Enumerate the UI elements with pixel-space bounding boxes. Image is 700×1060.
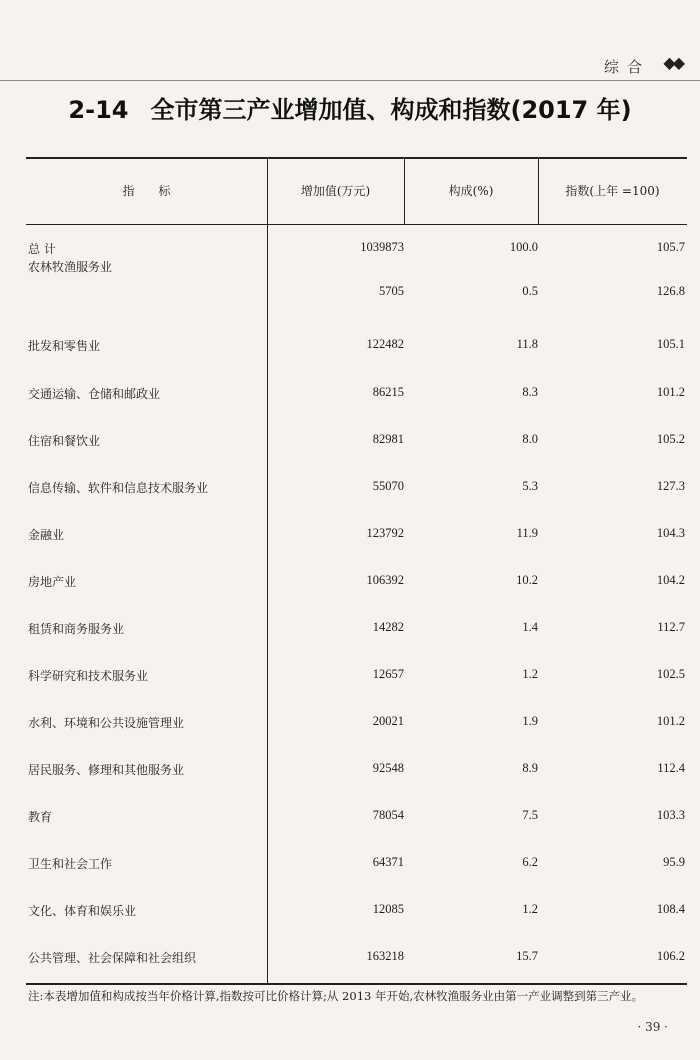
table-row [26, 337, 687, 357]
index-cell: 105.1 [656, 337, 685, 351]
value-cell: 106392 [366, 573, 404, 587]
row-label: 房地产业 [28, 575, 77, 589]
column-header-share: 构成(%) [448, 184, 494, 198]
value-cell: 78054 [372, 808, 404, 822]
row-label: 信息传输、软件和信息技术服务业 [28, 481, 209, 495]
index-cell: 103.3 [656, 808, 685, 822]
section-label: 综合 [603, 58, 650, 76]
value-cell: 123792 [366, 526, 404, 540]
row-label: 水利、环境和公共设施管理业 [28, 716, 185, 730]
row-label: 公共管理、社会保障和社会组织 [28, 951, 197, 965]
index-cell: 106.2 [656, 949, 685, 963]
column-header-value: 增加值(万元) [300, 184, 371, 198]
table-row [26, 667, 687, 687]
share-cell: 8.0 [522, 432, 538, 446]
table-row [26, 855, 687, 875]
index-cell: 104.3 [656, 526, 685, 540]
share-cell: 8.3 [522, 385, 538, 399]
value-cell: 1039873 [360, 240, 404, 254]
value-cell: 64371 [372, 855, 404, 869]
table-note: 注:本表增加值和构成按当年价格计算,指数按可比价格计算;从 2013 年开始,农林牧渔服务业由第一产业调整到第三产业。 [28, 989, 644, 1003]
table-row [26, 432, 687, 452]
index-cell: 105.2 [656, 432, 685, 446]
table-row [26, 526, 687, 546]
column-header-indicator: 指标 [122, 184, 195, 198]
share-cell: 1.9 [522, 714, 538, 728]
index-cell: 101.2 [656, 385, 685, 399]
row-label: 卫生和社会工作 [28, 857, 113, 871]
index-cell: 127.3 [656, 479, 685, 493]
table-row [26, 260, 687, 304]
value-cell: 55070 [372, 479, 404, 493]
row-label: 文化、体育和娱乐业 [28, 904, 137, 918]
index-cell: 126.8 [656, 284, 685, 298]
share-cell: 6.2 [522, 855, 538, 869]
share-cell: 1.2 [522, 902, 538, 916]
table-bottom-rule [26, 983, 687, 985]
value-cell: 122482 [366, 337, 404, 351]
row-label: 交通运输、仓储和邮政业 [28, 387, 161, 401]
share-cell: 5.3 [522, 479, 538, 493]
index-cell: 102.5 [656, 667, 685, 681]
share-cell: 8.9 [522, 761, 538, 775]
index-cell: 112.7 [657, 620, 685, 634]
header-rule [0, 80, 700, 81]
row-label: 住宿和餐饮业 [28, 434, 101, 448]
share-cell: 0.5 [522, 284, 538, 298]
row-label: 教育 [28, 810, 53, 824]
share-cell: 1.4 [522, 620, 538, 634]
column-header-index: 指数(上年 =100) [565, 184, 660, 198]
share-cell: 11.8 [516, 337, 538, 351]
index-cell: 105.7 [656, 240, 685, 254]
share-cell: 15.7 [516, 949, 538, 963]
row-label: 金融业 [28, 528, 65, 542]
diamond-icon: ◆◆ [663, 53, 682, 72]
table-row [26, 573, 687, 593]
share-cell: 1.2 [522, 667, 538, 681]
row-label: 总 计 [28, 242, 56, 256]
table-row [26, 808, 687, 828]
table-row [26, 902, 687, 922]
table-header-rule [26, 224, 687, 225]
share-cell: 7.5 [522, 808, 538, 822]
value-cell: 12085 [372, 902, 404, 916]
row-label: 租赁和商务服务业 [28, 622, 125, 636]
row-label: 居民服务、修理和其他服务业 [28, 763, 185, 777]
table-row [26, 479, 687, 499]
value-cell: 163218 [366, 949, 404, 963]
table-number: 2-14 [68, 96, 129, 124]
page-number: · 39 · [637, 1020, 668, 1034]
index-cell: 108.4 [656, 902, 685, 916]
share-cell: 11.9 [516, 526, 538, 540]
share-cell: 100.0 [509, 240, 538, 254]
share-cell: 10.2 [516, 573, 538, 587]
value-cell: 20021 [372, 714, 404, 728]
table-row [26, 714, 687, 734]
row-label: 科学研究和技术服务业 [28, 669, 149, 683]
index-cell: 101.2 [656, 714, 685, 728]
value-cell: 86215 [372, 385, 404, 399]
value-cell: 12657 [372, 667, 404, 681]
row-label: 农林牧渔服务业 [28, 260, 113, 274]
table-row [26, 385, 687, 405]
page-title [0, 90, 700, 125]
table-row [26, 240, 687, 260]
value-cell: 92548 [372, 761, 404, 775]
index-cell: 104.2 [656, 573, 685, 587]
table-row [26, 761, 687, 781]
value-cell: 5705 [379, 284, 404, 298]
value-cell: 82981 [372, 432, 404, 446]
table-row [26, 949, 687, 969]
row-label: 批发和零售业 [28, 339, 101, 353]
index-cell: 95.9 [663, 855, 685, 869]
table-row [26, 620, 687, 640]
value-cell: 14282 [372, 620, 404, 634]
index-cell: 112.4 [657, 761, 685, 775]
table-title: 全市第三产业增加值、构成和指数(2017 年) [150, 96, 632, 124]
